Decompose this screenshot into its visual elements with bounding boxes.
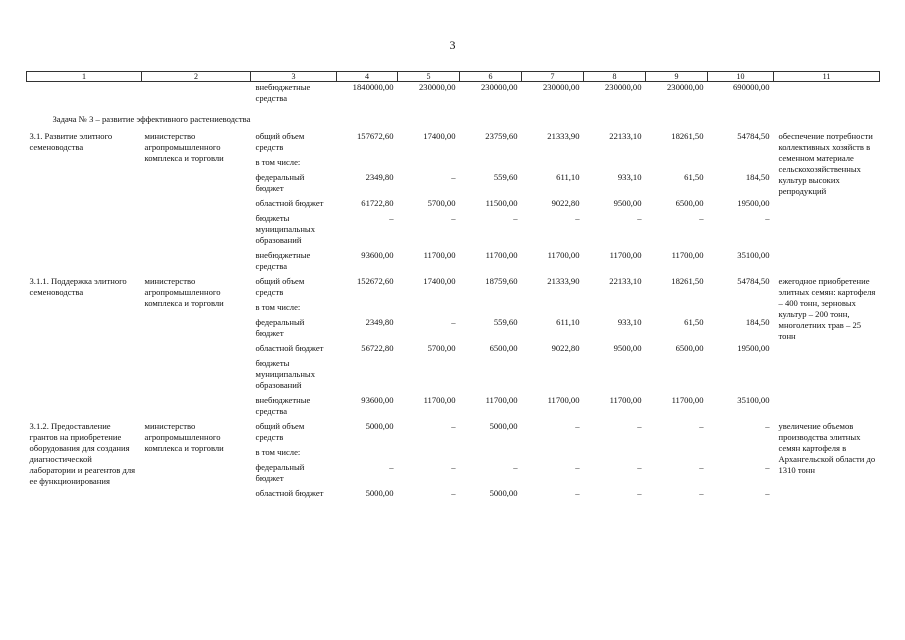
amount-cell: 1840000,00 (352, 82, 394, 92)
amount-cell: 54784,50 (737, 276, 770, 286)
task-row (27, 108, 880, 131)
amount-cell: 611,10 (556, 172, 580, 182)
amount-cell (522, 302, 584, 317)
amount-cell: 11700,00 (485, 395, 518, 405)
amount-cell: – (637, 421, 642, 431)
amount-cell: – (451, 213, 456, 223)
table-row (27, 421, 880, 447)
amount-cell (337, 358, 398, 395)
amount-cell (337, 302, 398, 317)
amount-cell (398, 302, 460, 317)
empty-cell (142, 82, 251, 109)
amount-cell: – (699, 421, 704, 431)
amount-cell: 230000,00 (480, 82, 518, 92)
amount-cell: – (699, 462, 704, 472)
executor-name: министерство агропромышленного комплекса и торговли (144, 276, 224, 308)
amount-cell: 9022,80 (551, 343, 580, 353)
amount-cell: – (637, 488, 642, 498)
amount-cell (460, 157, 522, 172)
column-header: 7 (522, 72, 584, 82)
column-header: 4 (337, 72, 398, 82)
amount-cell: – (389, 213, 394, 223)
amount-cell: 19500,00 (737, 343, 770, 353)
amount-cell: 11700,00 (609, 250, 642, 260)
program-table (26, 71, 880, 503)
amount-cell: 22133,10 (609, 276, 642, 286)
funding-source: бюджеты муниципальных образований (255, 213, 315, 245)
funding-source: в том числе: (255, 157, 301, 167)
amount-cell: 17400,00 (423, 131, 456, 141)
amount-cell: – (575, 488, 580, 498)
page-number: 3 (449, 38, 456, 52)
amount-cell: 35100,00 (737, 395, 770, 405)
amount-cell: 61,50 (684, 172, 704, 182)
amount-cell (398, 358, 460, 395)
amount-cell (584, 157, 646, 172)
amount-cell: – (451, 421, 456, 431)
amount-cell (522, 358, 584, 395)
funding-source: бюджеты муниципальных образований (255, 358, 315, 390)
table-row (27, 131, 880, 157)
amount-cell: 6500,00 (675, 343, 704, 353)
amount-cell: 5700,00 (427, 198, 456, 208)
column-header: 11 (774, 72, 880, 82)
header-row (27, 72, 880, 82)
amount-cell: 9500,00 (613, 198, 642, 208)
amount-cell: 54784,50 (737, 131, 770, 141)
column-header: 9 (646, 72, 708, 82)
amount-cell: 230000,00 (666, 82, 704, 92)
amount-cell (398, 447, 460, 462)
amount-cell: 690000,00 (732, 82, 770, 92)
amount-cell: 559,60 (493, 172, 518, 182)
amount-cell: 5000,00 (365, 488, 394, 498)
amount-cell: – (513, 462, 518, 472)
amount-cell (708, 358, 774, 395)
executor-name: министерство агропромышленного комплекса и торговли (144, 421, 224, 453)
funding-source: в том числе: (255, 302, 301, 312)
funding-source: федеральный бюджет (255, 462, 305, 483)
amount-cell: 11700,00 (485, 250, 518, 260)
amount-cell: 2349,80 (365, 172, 394, 182)
funding-source: общий объем средств (255, 276, 305, 297)
amount-cell (337, 447, 398, 462)
amount-cell (584, 302, 646, 317)
amount-cell: – (765, 462, 770, 472)
amount-cell: – (637, 213, 642, 223)
amount-cell: 11500,00 (485, 198, 518, 208)
amount-cell (522, 447, 584, 462)
amount-cell: 157672,60 (356, 131, 394, 141)
amount-cell: 19500,00 (737, 198, 770, 208)
amount-cell: – (699, 488, 704, 498)
empty-cell (27, 82, 142, 109)
amount-cell: 933,10 (617, 317, 642, 327)
amount-cell: 6500,00 (675, 198, 704, 208)
amount-cell: 17400,00 (423, 276, 456, 286)
expected-result: обеспечение потребности коллективных хозяйств в семенном материале сельскохозяйственных культур высоких репродукций (778, 131, 873, 196)
amount-cell: 11700,00 (547, 395, 580, 405)
amount-cell: 11700,00 (423, 250, 456, 260)
column-header: 6 (460, 72, 522, 82)
amount-cell: – (451, 462, 456, 472)
amount-cell: 56722,80 (361, 343, 394, 353)
amount-cell: 11700,00 (671, 250, 704, 260)
expected-result: ежегодное приобретение элитных семян: картофеля – 400 тонн, зерновых культур – 200 тонн, многолетних трав – 25 тонн (778, 276, 876, 341)
amount-cell (646, 447, 708, 462)
amount-cell (708, 157, 774, 172)
amount-cell: – (699, 213, 704, 223)
amount-cell: 184,50 (745, 317, 770, 327)
amount-cell (646, 302, 708, 317)
amount-cell: 35100,00 (737, 250, 770, 260)
amount-cell: – (451, 488, 456, 498)
amount-cell: – (765, 213, 770, 223)
amount-cell: – (575, 462, 580, 472)
amount-cell (584, 358, 646, 395)
empty-cell (774, 82, 880, 109)
table-row (27, 82, 880, 109)
amount-cell: 230000,00 (418, 82, 456, 92)
funding-source: внебюджетные средства (255, 395, 311, 416)
amount-cell (584, 447, 646, 462)
funding-source: общий объем средств (255, 131, 305, 152)
amount-cell: 230000,00 (542, 82, 580, 92)
amount-cell: 93600,00 (361, 250, 394, 260)
amount-cell: 5000,00 (489, 421, 518, 431)
amount-cell: 11700,00 (671, 395, 704, 405)
funding-source: в том числе: (255, 447, 301, 457)
amount-cell: 23759,60 (485, 131, 518, 141)
amount-cell: 611,10 (556, 317, 580, 327)
amount-cell: 5700,00 (427, 343, 456, 353)
funding-source: общий объем средств (255, 421, 305, 442)
amount-cell: 18759,60 (485, 276, 518, 286)
amount-cell (337, 157, 398, 172)
amount-cell: – (765, 421, 770, 431)
amount-cell (522, 157, 584, 172)
amount-cell: 93600,00 (361, 395, 394, 405)
amount-cell: 11700,00 (423, 395, 456, 405)
funding-source: федеральный бюджет (255, 317, 305, 338)
table-row (27, 276, 880, 302)
executor-name: министерство агропромышленного комплекса и торговли (144, 131, 224, 163)
amount-cell: 152672,60 (356, 276, 394, 286)
amount-cell: 61722,80 (361, 198, 394, 208)
amount-cell: 22133,10 (609, 131, 642, 141)
amount-cell (460, 302, 522, 317)
amount-cell: – (513, 213, 518, 223)
amount-cell: 18261,50 (671, 276, 704, 286)
amount-cell (460, 358, 522, 395)
amount-cell (646, 157, 708, 172)
column-header: 10 (708, 72, 774, 82)
column-header: 1 (27, 72, 142, 82)
amount-cell: – (389, 462, 394, 472)
funding-source: федеральный бюджет (255, 172, 305, 193)
amount-cell: – (451, 172, 456, 182)
funding-source: областной бюджет (255, 198, 324, 208)
amount-cell: 9022,80 (551, 198, 580, 208)
expected-result: увеличение объемов производства элитных семян картофеля в Архангельской области до 1310 тонн (778, 421, 876, 475)
amount-cell: 21333,90 (547, 276, 580, 286)
amount-cell: 184,50 (745, 172, 770, 182)
amount-cell: 559,60 (493, 317, 518, 327)
column-header: 8 (584, 72, 646, 82)
amount-cell: 5000,00 (365, 421, 394, 431)
amount-cell: – (451, 317, 456, 327)
amount-cell: 9500,00 (613, 343, 642, 353)
amount-cell: 6500,00 (489, 343, 518, 353)
amount-cell: 2349,80 (365, 317, 394, 327)
amount-cell: 11700,00 (609, 395, 642, 405)
column-header: 5 (398, 72, 460, 82)
column-header: 3 (251, 72, 337, 82)
funding-source: областной бюджет (255, 343, 324, 353)
amount-cell (708, 302, 774, 317)
amount-cell: – (575, 213, 580, 223)
column-header: 2 (142, 72, 251, 82)
amount-cell: 933,10 (617, 172, 642, 182)
amount-cell: 61,50 (684, 317, 704, 327)
amount-cell (460, 447, 522, 462)
amount-cell: 18261,50 (671, 131, 704, 141)
amount-cell: – (637, 462, 642, 472)
measure-name: 3.1.1. Поддержка элитного семеноводства (29, 276, 127, 297)
funding-source: внебюджетные средства (255, 250, 311, 271)
amount-cell (398, 157, 460, 172)
task-title: Задача № 3 – развитие эффективного растениеводства (52, 114, 251, 124)
measure-name: 3.1. Развитие элитного семеноводства (29, 131, 113, 152)
amount-cell (708, 447, 774, 462)
amount-cell: – (575, 421, 580, 431)
amount-cell (646, 358, 708, 395)
amount-cell: – (765, 488, 770, 498)
amount-cell: 230000,00 (604, 82, 642, 92)
funding-source: областной бюджет (255, 488, 324, 498)
measure-name: 3.1.2. Предоставление грантов на приобретение оборудования для создания диагностической лаборатории и реагентов для ее функционирования (29, 421, 136, 486)
amount-cell: 11700,00 (547, 250, 580, 260)
amount-cell: 5000,00 (489, 488, 518, 498)
amount-cell: 21333,90 (547, 131, 580, 141)
funding-source: внебюджетные средства (255, 82, 311, 103)
